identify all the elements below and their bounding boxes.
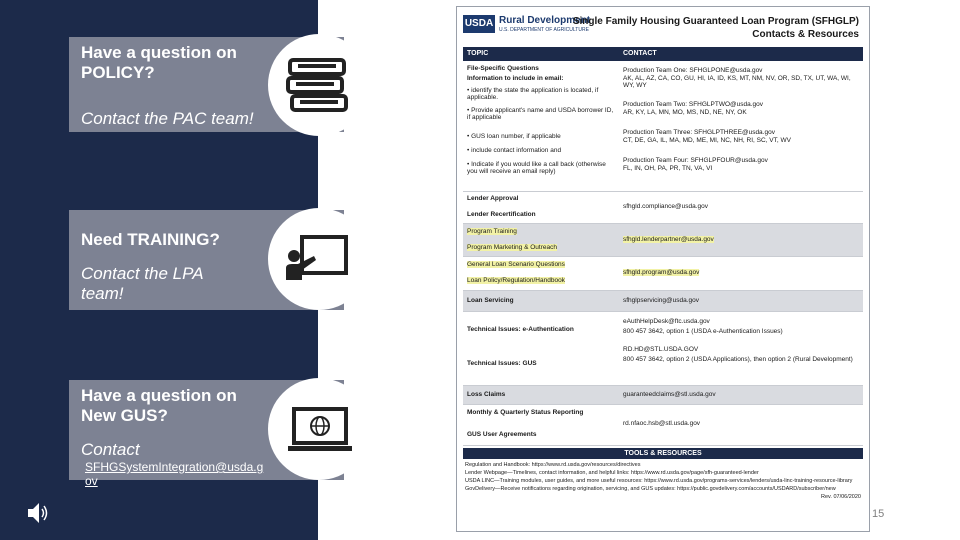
loss-claims-row bbox=[463, 386, 863, 405]
table-cell: 800 457 3642, option 2 (USDA Applications), then option 2 (Rural Development) bbox=[623, 356, 853, 363]
table-cell[interactable]: sfhglpservicing@usda.gov bbox=[623, 297, 699, 304]
tools-list bbox=[465, 461, 861, 501]
table-cell[interactable]: Production Team One: SFHGLPONE@usda.gov bbox=[623, 67, 763, 74]
table-cell: CT, DE, GA, IL, MA, MD, ME, MI, NC, NH, RI, SC, VT, WV bbox=[623, 137, 791, 144]
tools-item[interactable]: Regulation and Handbook: https://www.rd.usda.gov/resources/directives bbox=[465, 462, 641, 468]
table-cell: Program Training bbox=[467, 228, 517, 235]
table-cell: Loan Servicing bbox=[467, 297, 514, 304]
laptop-globe-icon bbox=[288, 406, 352, 454]
gus-email-link[interactable]: SFHGSystemIntegration@usda.gov bbox=[85, 460, 264, 488]
contact-header: CONTACT bbox=[623, 50, 657, 57]
table-cell: Technical Issues: GUS bbox=[467, 360, 537, 367]
technical-row bbox=[463, 312, 863, 386]
table-cell[interactable]: eAuthHelpDesk@ftc.usda.gov bbox=[623, 318, 710, 325]
table-cell[interactable]: RD.HD@STL.USDA.GOV bbox=[623, 346, 699, 353]
table-cell: Information to include in email: bbox=[467, 75, 564, 82]
table-cell: • identify the state the application is located, if applicable. bbox=[467, 87, 599, 101]
table-cell: 800 457 3642, option 1 (USDA e-Authentication Issues) bbox=[623, 328, 783, 335]
servicing-row bbox=[463, 291, 863, 312]
table-cell[interactable]: rd.nfaoc.hsb@stl.usda.gov bbox=[623, 420, 701, 427]
table-cell: File-Specific Questions bbox=[467, 65, 539, 72]
table-cell: Program Marketing & Outreach bbox=[467, 244, 557, 251]
table-cell: General Loan Scenario Questions bbox=[467, 261, 565, 268]
file-specific-row bbox=[463, 63, 863, 192]
table-cell: Lender Approval bbox=[467, 195, 519, 202]
training-question: Need TRAINING? bbox=[81, 230, 220, 249]
table-cell: • include contact information and bbox=[467, 147, 562, 154]
training-row bbox=[463, 224, 863, 257]
tools-item[interactable]: Lender Webpage—Timelines, contact information, and helpful links: https://www.rd.usda.gov/page/sfh-guaranteed-lender bbox=[465, 470, 759, 476]
usda-logo: USDA bbox=[463, 15, 495, 33]
tools-resources-header: TOOLS & RESOURCES bbox=[463, 448, 863, 459]
policy-contact: Contact the PAC team! bbox=[81, 109, 254, 128]
document-header bbox=[463, 13, 863, 47]
page-number: 15 bbox=[872, 508, 885, 520]
table-header bbox=[463, 47, 863, 61]
table-cell: Loss Claims bbox=[467, 391, 506, 398]
table-cell[interactable]: Production Team Three: SFHGLPTHREE@usda.gov bbox=[623, 129, 775, 136]
topic-header: TOPIC bbox=[467, 50, 489, 57]
table-cell[interactable]: Production Team Two: SFHGLPTWO@usda.gov bbox=[623, 101, 764, 108]
lender-row bbox=[463, 191, 863, 224]
agency-subtitle: U.S. DEPARTMENT OF AGRICULTURE bbox=[499, 27, 589, 33]
gus-contact: Contact bbox=[81, 440, 140, 459]
table-cell: Technical Issues: e-Authentication bbox=[467, 326, 574, 333]
tools-item[interactable]: USDA LINC—Training modules, user guides, and more useful resources: https://www.rd.usda.gov/programs-services/lenders/usda-linc-training-resource-library bbox=[465, 478, 853, 484]
tools-item[interactable]: GovDelivery—Receive notifications regarding origination, servicing, and GUS updates: https://public.govdelivery.com/accounts/USDARD/subscriber/new bbox=[465, 486, 836, 492]
table-cell: GUS User Agreements bbox=[467, 431, 537, 438]
gus-question: Have a question on New GUS? bbox=[81, 386, 237, 425]
table-cell: AK, AL, AZ, CA, CO, GU, HI, IA, ID, KS, MT, NM, NV, OR, SD, TX, UT, WA, WI, WY, WY bbox=[623, 75, 851, 89]
table-cell[interactable]: sfhgld.compliance@usda.gov bbox=[623, 203, 709, 210]
policy-row bbox=[463, 257, 863, 291]
table-cell[interactable]: guaranteedclaims@stl.usda.gov bbox=[623, 391, 716, 398]
books-icon bbox=[284, 54, 352, 116]
table-cell: AR, KY, LA, MN, MO, MS, ND, NE, NY, OK bbox=[623, 109, 747, 116]
policy-icon-circle bbox=[268, 34, 370, 136]
table-cell: • GUS loan number, if applicable bbox=[467, 133, 561, 140]
speaker-icon[interactable] bbox=[26, 500, 50, 526]
table-cell: • Provide applicant's name and USDA borrower ID, if applicable bbox=[467, 107, 614, 121]
program-title: Single Family Housing Guaranteed Loan Program (SFHGLP) bbox=[572, 16, 859, 27]
table-cell: • Indicate if you would like a call back (otherwise you will receive an email reply) bbox=[467, 161, 606, 175]
agency-name: Rural Development bbox=[499, 15, 591, 26]
table-cell[interactable]: sfhgld.lenderpartner@usda.gov bbox=[623, 236, 714, 243]
contacts-resources-document bbox=[456, 6, 870, 532]
presenter-board-icon bbox=[284, 234, 350, 286]
table-cell: Monthly & Quarterly Status Reporting bbox=[467, 409, 584, 416]
table-cell: Lender Recertification bbox=[467, 211, 536, 218]
reporting-row bbox=[463, 405, 863, 446]
training-contact: Contact the LPA team! bbox=[81, 264, 203, 303]
table-cell[interactable]: sfhgld.program@usda.gov bbox=[623, 269, 700, 276]
revision-date: Rev. 07/06/2020 bbox=[821, 494, 861, 500]
table-cell: Loan Policy/Regulation/Handbook bbox=[467, 277, 565, 284]
table-cell: FL, IN, OH, PA, PR, TN, VA, VI bbox=[623, 165, 713, 172]
gus-icon-circle bbox=[268, 378, 370, 480]
document-subtitle: Contacts & Resources bbox=[752, 29, 859, 40]
policy-question: Have a question on POLICY? bbox=[81, 43, 237, 82]
table-cell[interactable]: Production Team Four: SFHGLPFOUR@usda.gov bbox=[623, 157, 768, 164]
training-icon-circle bbox=[268, 208, 370, 310]
